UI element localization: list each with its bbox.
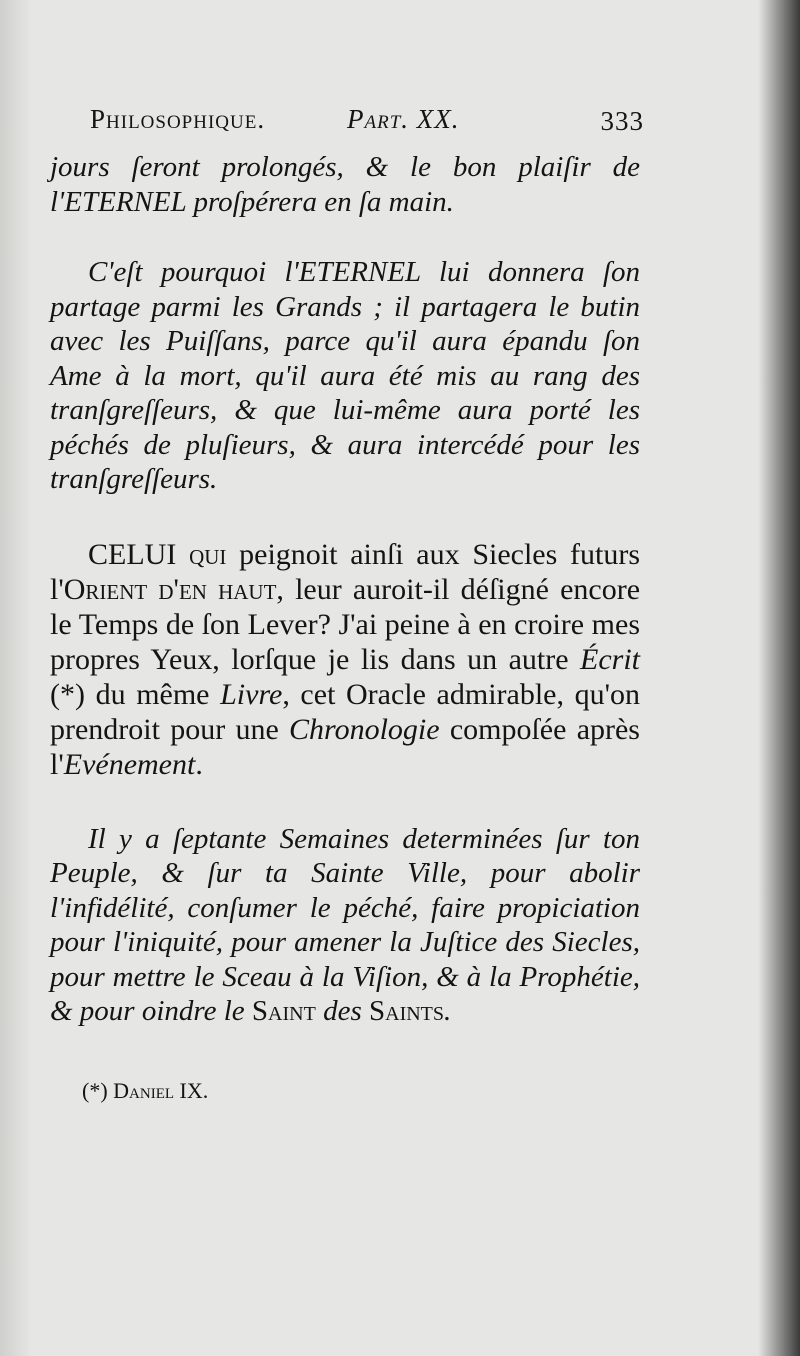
italic-livre: Livre [220, 677, 283, 711]
italic-chronologie: Chronologie [289, 712, 440, 746]
page-edge-shadow [758, 0, 800, 1356]
body-text: compoſée après l' [50, 712, 640, 781]
footnote: (*) Daniel IX. [82, 1077, 209, 1103]
body-text: , leur auroit-il déſigné encore le Temps de ſon Lever? J'ai peine à en croire mes propres Yeux, lorſque je lis dans un autre [50, 572, 641, 676]
quote-paragraph-2: C'eſt pourquoi l'ETERNEL lui donnera ſon partage parmi les Grands ; il partagera le butin avec les Puiſſans, parce qu'il aura épandu ſon Ame à la mort, qu'il aura été mis au rang des tranſgreſſeurs, & que lui-même aura porté les péchés de pluſieurs, & aura intercédé pour les tranſgreſſeurs. [50, 256, 640, 495]
paragraph-lead-small-caps: qui [189, 537, 227, 571]
running-head [50, 100, 644, 150]
body-paragraph [50, 537, 640, 782]
body-text: peignoit ainſi aux Siecles futurs l' [50, 537, 641, 606]
italic-evenement: Evénement [63, 747, 196, 781]
quote-text: des [315, 995, 369, 1027]
text-block [50, 100, 644, 1105]
page-number: 333 [600, 106, 644, 136]
running-head-part: Part. XX. [347, 104, 460, 134]
quote-text: . [444, 995, 452, 1027]
orient-small-caps: Orient d'en haut [63, 572, 277, 606]
paragraph-lead-word: CELUI [88, 537, 177, 571]
body-text: (*) du même [50, 677, 221, 711]
body-text: . [195, 747, 203, 781]
body-text: , cet Oracle admirable, qu'on prendroit pour une [50, 677, 641, 746]
saint-small-caps: Saint [251, 995, 316, 1027]
running-head-title: Philosophique. [90, 104, 266, 134]
page-gutter [0, 0, 32, 1356]
italic-ecrit: Écrit [580, 642, 640, 676]
quote-paragraph-1: jours ſeront prolongés, & le bon plaiſir de l'ETERNEL proſpérera en ſa main. [50, 151, 640, 218]
saints-small-caps: Saints [369, 995, 445, 1027]
quote-paragraph-3 [50, 822, 640, 1029]
quote-text: Il y a ſeptante Semaines determinées ſur ton Peuple, & ſur ta Sainte Ville, pour abolir l'infidélité, conſumer le péché, faire propiciation pour l'iniquité, pour amener la Juſtice des Siecles, pour mettre le Sceau à la Viſion, & à la Prophétie, & pour oindre le [50, 822, 640, 1027]
